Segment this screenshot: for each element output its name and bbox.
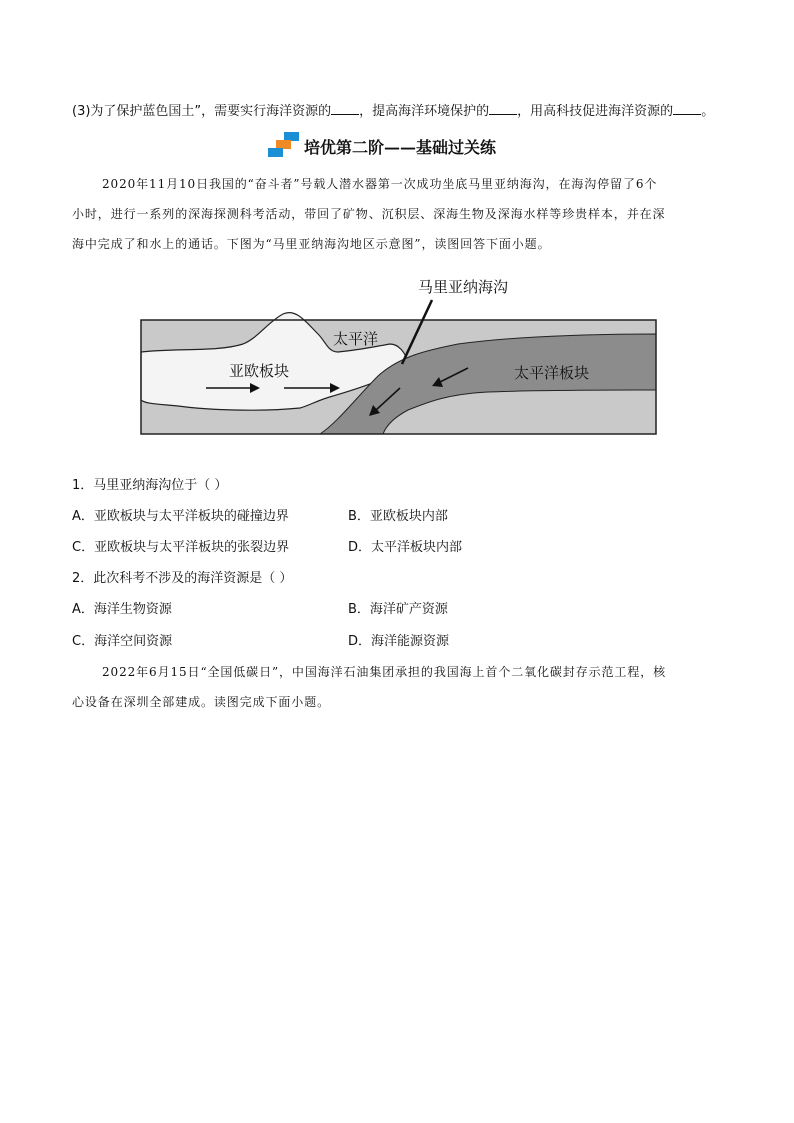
intro-line-1: 2020年11月10日我国的“奋斗者”号载人潜水器第一次成功坐底马里亚纳海沟，在海沟停留了6个 — [102, 177, 658, 191]
q1-option-a[interactable]: A．亚欧板块与太平洋板块的碰撞边界 — [72, 509, 289, 524]
q2-stem: 2．此次科考不涉及的海洋资源是（ ） — [72, 571, 293, 586]
q2-option-c[interactable]: C．海洋空间资源 — [72, 634, 173, 649]
intro-line-3: 海中完成了和水上的通话。下图为“马里亚纳海沟地区示意图”，读图回答下面小题。 — [72, 237, 551, 251]
question-3-text-3: ，用高科技促进海洋资源的 — [517, 104, 674, 119]
question-3-text-1: (3)为了保护蓝色国土”，需要实行海洋资源的 — [72, 104, 332, 119]
q2-option-b[interactable]: B．海洋矿产资源 — [348, 602, 448, 617]
q1-stem: 1．马里亚纳海沟位于（ ） — [72, 478, 228, 493]
section-icon — [268, 131, 302, 159]
pacific-ocean-label: 太平洋 — [333, 330, 379, 348]
trench-label: 马里亚纳海沟 — [418, 278, 509, 296]
intro-line-2: 小时，进行一系列的深海探测科考活动，带回了矿物、沉积层、深海生物及深海水样等珍贵样本，并在深 — [72, 207, 666, 221]
q1-option-c[interactable]: C．亚欧板块与太平洋板块的张裂边界 — [72, 540, 290, 555]
outro-paragraph — [72, 657, 732, 717]
pacific-plate-label: 太平洋板块 — [514, 364, 590, 382]
question-3-text-2: ，提高海洋环境保护的 — [359, 104, 490, 119]
q1-option-b[interactable]: B．亚欧板块内部 — [348, 509, 448, 524]
outro-line-1: 2022年6月15日“全国低碳日”，中国海洋石油集团承担的我国海上首个二氧化碳封存示范工程，核 — [102, 665, 667, 679]
eurasian-plate-label: 亚欧板块 — [229, 362, 290, 380]
question-3-line — [72, 102, 714, 121]
answer-blank-3[interactable] — [673, 102, 701, 115]
trench-figure — [138, 272, 660, 438]
question-3-text-4: 。 — [701, 104, 715, 119]
intro-paragraph — [72, 169, 732, 259]
section-heading — [268, 131, 568, 159]
answer-blank-1[interactable] — [331, 102, 359, 115]
answer-blank-2[interactable] — [489, 102, 517, 115]
q1-option-d[interactable]: D．太平洋板块内部 — [348, 540, 463, 555]
outro-line-2: 心设备在深圳全部建成。读图完成下面小题。 — [72, 695, 331, 709]
section-title: 培优第二阶——基础过关练 — [304, 138, 497, 157]
q2-option-d[interactable]: D．海洋能源资源 — [348, 634, 450, 649]
q2-option-a[interactable]: A．海洋生物资源 — [72, 602, 172, 617]
